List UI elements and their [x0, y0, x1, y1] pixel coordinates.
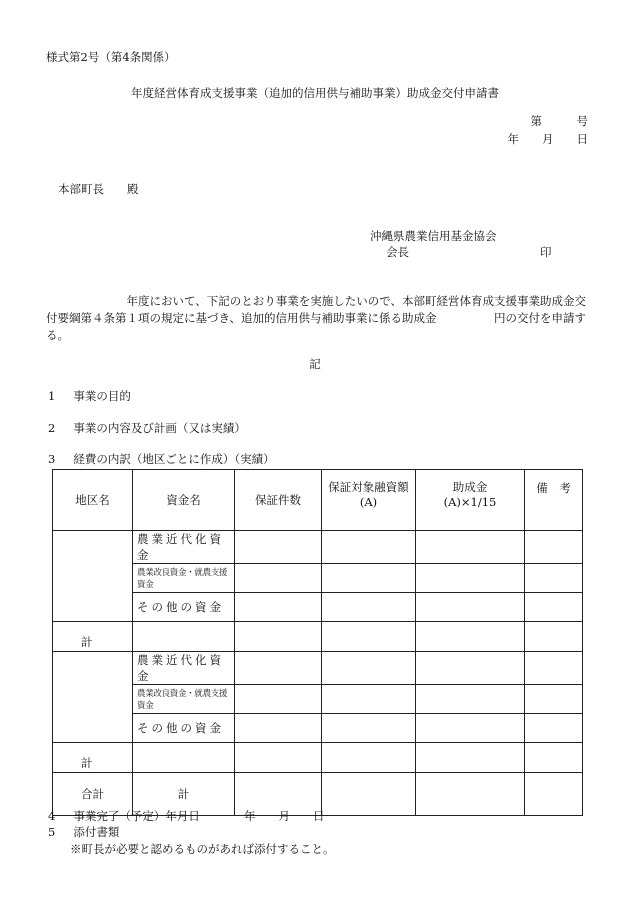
item-2: [48, 422, 246, 436]
subsidy-cell[interactable]: [416, 743, 525, 773]
item-number: 5: [48, 825, 56, 839]
subtotal-label: 計: [53, 622, 133, 652]
remarks-cell[interactable]: [525, 593, 583, 622]
table-row: [53, 714, 583, 743]
table-row: [53, 564, 583, 593]
district-cell[interactable]: [53, 531, 133, 622]
subsidy-cell[interactable]: [416, 564, 525, 593]
item-number: 1: [48, 389, 56, 403]
application-body: 年度において、下記のとおり事業を実施したいので、本部町経営体育成支援事業助成金交付要綱第４条第１項の規定に基づき、追加的信用供与補助事業に係る助成金 円の交付を申請する。: [46, 294, 587, 342]
document-title: 年度経営体育成支援事業（追加的信用供与補助事業）助成金交付申請書: [131, 86, 499, 100]
applicant-chair: 会長: [386, 245, 409, 259]
document-date: 年 月 日: [507, 132, 588, 146]
item-text: 事業の目的: [73, 389, 131, 403]
guarantee-count-cell[interactable]: [235, 652, 322, 685]
remarks-cell[interactable]: [525, 652, 583, 685]
seal-mark: 印: [540, 245, 552, 259]
grand-total-label: 合計: [53, 773, 133, 816]
table-header-row: [53, 470, 583, 531]
attachment-note: ※町長が必要と認めるものがあれば添付すること。: [70, 842, 335, 856]
remarks-cell[interactable]: [525, 622, 583, 652]
grand-total-fund-label: 計: [133, 773, 235, 816]
loan-amount-cell[interactable]: [322, 743, 416, 773]
loan-amount-cell[interactable]: [322, 773, 416, 816]
remarks-cell[interactable]: [525, 714, 583, 743]
item-4: [48, 810, 200, 824]
fund-name-cell: 農業近代化資金: [133, 652, 235, 685]
header-loan-amount: 保証対象融資額 (A): [322, 470, 416, 531]
table-row: [53, 652, 583, 685]
fund-name-cell[interactable]: [133, 743, 235, 773]
guarantee-count-cell[interactable]: [235, 531, 322, 564]
guarantee-count-cell[interactable]: [235, 685, 322, 714]
guarantee-count-cell[interactable]: [235, 622, 322, 652]
guarantee-count-cell[interactable]: [235, 593, 322, 622]
header-fund: 資金名: [133, 470, 235, 531]
header-district: 地区名: [53, 470, 133, 531]
ki-label: 記: [309, 357, 321, 371]
table-row: [53, 593, 583, 622]
header-remarks: 備 考: [525, 470, 583, 531]
subtotal-row: [53, 743, 583, 773]
fund-name-cell[interactable]: [133, 622, 235, 652]
item-5: [48, 826, 119, 840]
document-number: 第 号: [530, 114, 588, 128]
subsidy-cell[interactable]: [416, 531, 525, 564]
item-text: 事業の内容及び計画（又は実績）: [73, 421, 246, 435]
subsidy-cell[interactable]: [416, 685, 525, 714]
header-subsidy: 助成金 (A)×1/15: [416, 470, 525, 531]
loan-amount-cell[interactable]: [322, 593, 416, 622]
loan-amount-cell[interactable]: [322, 714, 416, 743]
remarks-cell[interactable]: [525, 531, 583, 564]
remarks-cell[interactable]: [525, 773, 583, 816]
completion-date: 年 月 日: [244, 809, 325, 823]
remarks-cell[interactable]: [525, 743, 583, 773]
fund-name-cell: その他の資金: [133, 593, 235, 622]
form-number: 様式第2号（第4条関係）: [46, 50, 176, 64]
fund-name-cell: 農業改良資金・就農支援資金: [133, 564, 235, 593]
subsidy-cell[interactable]: [416, 622, 525, 652]
fund-name-cell: 農業近代化資金: [133, 531, 235, 564]
remarks-cell[interactable]: [525, 564, 583, 593]
item-number: 3: [48, 452, 56, 466]
guarantee-count-cell[interactable]: [235, 714, 322, 743]
subtotal-label: 計: [53, 743, 133, 773]
guarantee-count-cell[interactable]: [235, 743, 322, 773]
header-guarantee-count: 保証件数: [235, 470, 322, 531]
table-row: [53, 685, 583, 714]
subsidy-cell[interactable]: [416, 652, 525, 685]
district-cell[interactable]: [53, 652, 133, 743]
subsidy-cell[interactable]: [416, 714, 525, 743]
addressee: 本部町長 殿: [58, 182, 139, 196]
item-3: [48, 453, 275, 467]
item-1: [48, 390, 131, 404]
loan-amount-cell[interactable]: [322, 564, 416, 593]
item-number: 4: [48, 809, 56, 823]
subsidy-cell[interactable]: [416, 593, 525, 622]
subtotal-row: [53, 622, 583, 652]
remarks-cell[interactable]: [525, 685, 583, 714]
loan-amount-cell[interactable]: [322, 531, 416, 564]
item-text: 事業完了（予定）年月日: [73, 809, 200, 823]
item-number: 2: [48, 421, 56, 435]
loan-amount-cell[interactable]: [322, 652, 416, 685]
item-text: 添付書類: [73, 825, 120, 839]
fund-name-cell: 農業改良資金・就農支援資金: [133, 685, 235, 714]
applicant-organization: 沖縄県農業信用基金協会: [370, 229, 497, 243]
item-text: 経費の内訳（地区ごとに作成）（実績）: [73, 452, 275, 466]
subsidy-cell[interactable]: [416, 773, 525, 816]
fund-name-cell: その他の資金: [133, 714, 235, 743]
expense-table: [52, 469, 583, 816]
table-row: [53, 531, 583, 564]
guarantee-count-cell[interactable]: [235, 564, 322, 593]
loan-amount-cell[interactable]: [322, 622, 416, 652]
loan-amount-cell[interactable]: [322, 685, 416, 714]
